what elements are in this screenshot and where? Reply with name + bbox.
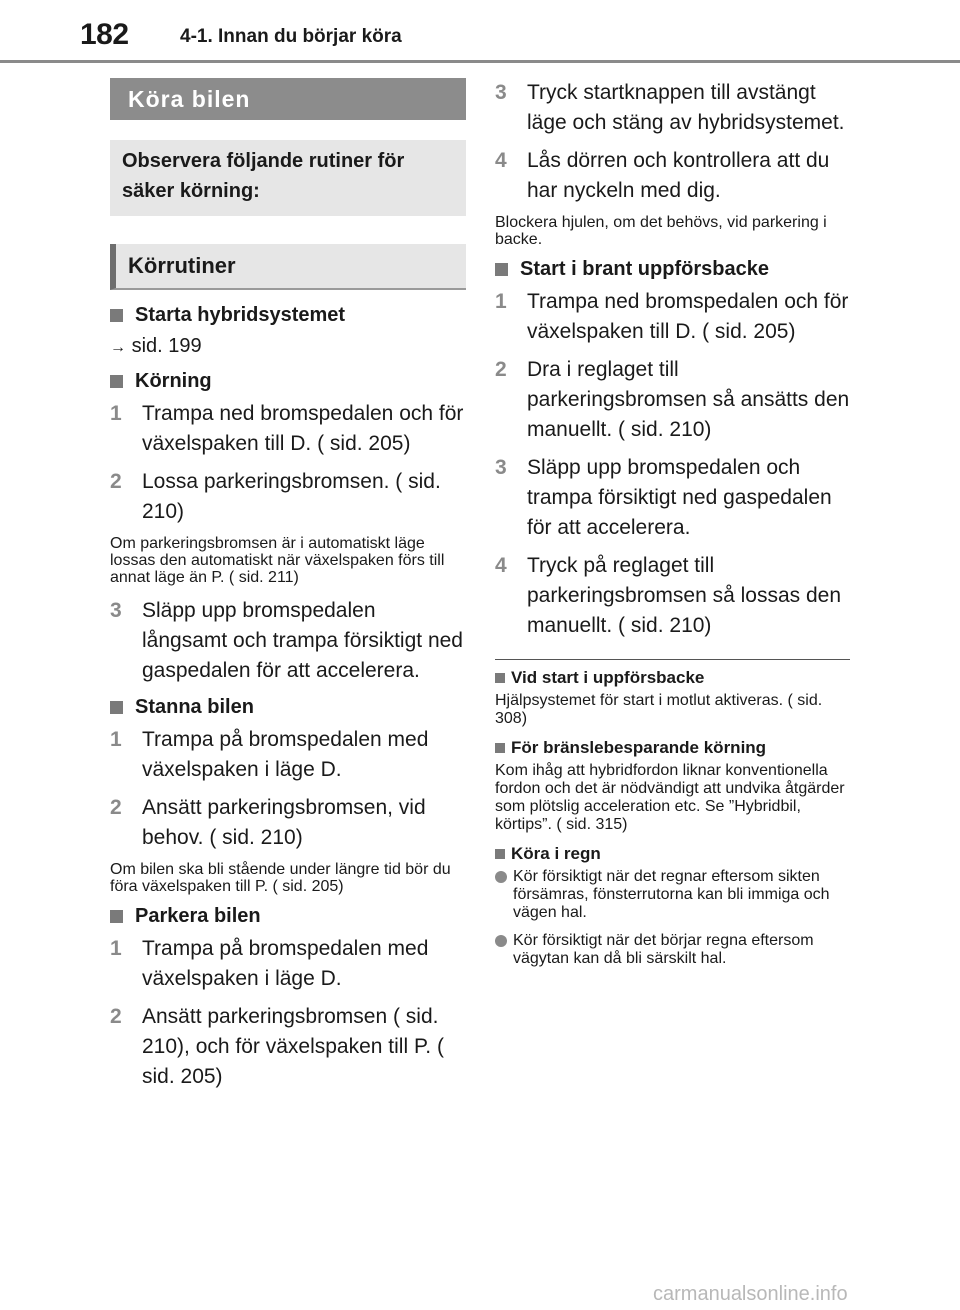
arrow-icon: → (110, 339, 126, 356)
heading-hill (495, 258, 850, 281)
page-number: 182 (80, 18, 129, 51)
step-text: Lossa parkeringsbromsen. ( sid. 210) (142, 470, 441, 523)
step-text: Ansätt parkeringsbromsen ( sid. 210), och för växelspaken till P. ( sid. 205) (142, 1005, 444, 1088)
heading-start-text: Starta hybridsystemet (135, 304, 346, 326)
subtitle-box (110, 244, 466, 290)
chapter-title-box (110, 78, 466, 120)
step-text: Tryck på reglaget till parkeringsbromsen så lossas den manuellt. ( sid. 210) (527, 554, 841, 637)
step-number: 3 (495, 456, 507, 479)
park-step-3 (495, 78, 850, 138)
heading-driving (110, 370, 466, 393)
fuel-text: Kom ihåg att hybridfordon liknar konventionella fordon och det är nödvändigt att undvika åtgärder som plötslig acceleration etc. Se ”Hybridbil, körtips”. ( sid. 315) (495, 762, 845, 833)
start-ref-text: sid. 199 (131, 335, 202, 357)
step-number: 2 (110, 796, 122, 819)
header-rule (0, 60, 960, 63)
step-number: 1 (495, 290, 507, 313)
step-text: Ansätt parkeringsbromsen, vid behov. ( sid. 210) (142, 796, 426, 849)
park-step-4 (495, 146, 850, 206)
bullet-text: Kör försiktigt när det börjar regna eftersom vägytan kan då bli särskilt hal. (513, 932, 814, 967)
square-bullet-icon (495, 673, 505, 683)
hill-step-2 (495, 355, 850, 445)
square-bullet-icon (495, 263, 508, 276)
step-number: 3 (110, 599, 122, 622)
heading-park (110, 905, 466, 928)
uphill-text: Hjälpsystemet för start i motlut aktiveras. ( sid. 308) (495, 692, 823, 727)
section-divider (495, 659, 850, 660)
step-text: Tryck startknappen till avstängt läge och stäng av hybridsystemet. (527, 81, 845, 134)
circle-bullet-icon (495, 935, 507, 947)
watermark: carmanualsonline.info (653, 1283, 848, 1305)
driving-step-2 (110, 467, 466, 527)
step-number: 1 (110, 937, 122, 960)
step-text: Släpp upp bromspedalen långsamt och trampa försiktigt ned gaspedalen för att accelerera. (142, 599, 463, 682)
heading-rain (495, 844, 850, 864)
square-bullet-icon (110, 375, 123, 388)
park-step-2 (110, 1002, 466, 1092)
subtitle: Körrutiner (128, 253, 236, 278)
step-number: 4 (495, 149, 507, 172)
step-number: 2 (495, 358, 507, 381)
square-bullet-icon (110, 701, 123, 714)
step-number: 1 (110, 728, 122, 751)
step-text: Trampa ned bromspedalen och för växelspaken till D. ( sid. 205) (527, 290, 849, 343)
stop-step-1 (110, 725, 466, 785)
step-number: 3 (495, 81, 507, 104)
heading-stop-text: Stanna bilen (135, 696, 254, 718)
heading-hill-text: Start i brant uppförsbacke (520, 258, 769, 280)
heading-fuel (495, 738, 850, 758)
square-bullet-icon (110, 309, 123, 322)
square-bullet-icon (495, 849, 505, 859)
park-note: Blockera hjulen, om det behövs, vid parkering i backe. (495, 214, 827, 248)
stop-step-2 (110, 793, 466, 853)
driving-step-3 (110, 596, 466, 686)
rain-bullet-1 (495, 868, 850, 922)
step-number: 2 (110, 470, 122, 493)
step-text: Dra i reglaget till parkeringsbromsen så ansätts den manuellt. ( sid. 210) (527, 358, 850, 441)
step-text: Lås dörren och kontrollera att du har nyckeln med dig. (527, 149, 830, 202)
intro-box: Observera följande rutiner för säker körning: (110, 140, 466, 216)
step-number: 4 (495, 554, 507, 577)
hill-step-3 (495, 453, 850, 543)
step-number: 1 (110, 402, 122, 425)
circle-bullet-icon (495, 871, 507, 883)
step-text: Trampa ned bromspedalen och för växelspaken till D. ( sid. 205) (142, 402, 464, 455)
start-reference (110, 335, 466, 358)
heading-start (110, 304, 466, 327)
stop-note: Om bilen ska bli stående under längre tid bör du föra växelspaken till P. ( sid. 205) (110, 861, 451, 895)
heading-uphill-text: Vid start i uppförsbacke (511, 668, 705, 687)
bullet-text: Kör försiktigt när det regnar eftersom sikten försämras, fönsterrutorna kan bli immiga och vägen hal. (513, 868, 830, 921)
step-text: Trampa på bromspedalen med växelspaken i läge D. (142, 937, 429, 990)
heading-driving-text: Körning (135, 370, 212, 392)
rain-bullet-2 (495, 932, 850, 968)
step-number: 2 (110, 1005, 122, 1028)
square-bullet-icon (110, 910, 123, 923)
heading-park-text: Parkera bilen (135, 905, 261, 927)
heading-rain-text: Köra i regn (511, 844, 601, 863)
hill-step-4 (495, 551, 850, 641)
square-bullet-icon (495, 743, 505, 753)
right-column (495, 78, 850, 978)
driving-step-1 (110, 399, 466, 459)
driving-note: Om parkeringsbromsen är i automatiskt läge lossas den automatiskt när växelspaken förs till annat läge än P. ( sid. 211) (110, 535, 445, 586)
heading-uphill (495, 668, 850, 688)
page-header (0, 0, 960, 70)
heading-stop (110, 696, 466, 719)
left-column (110, 78, 466, 1100)
step-text: Trampa på bromspedalen med växelspaken i läge D. (142, 728, 429, 781)
section-title: 4-1. Innan du börjar köra (180, 26, 402, 47)
step-text: Släpp upp bromspedalen och trampa försiktigt ned gaspedalen för att accelerera. (527, 456, 832, 539)
chapter-title: Köra bilen (128, 85, 251, 112)
park-step-1 (110, 934, 466, 994)
heading-fuel-text: För bränslebesparande körning (511, 738, 767, 757)
hill-step-1 (495, 287, 850, 347)
